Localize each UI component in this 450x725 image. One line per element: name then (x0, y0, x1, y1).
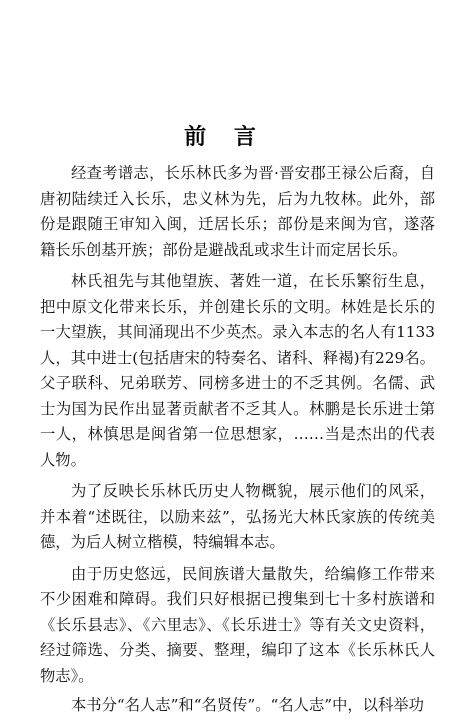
paragraph-structure: 本书分“名人志”和“名贤传”。“名人志”中，以科举功 (71, 696, 424, 714)
paragraph-notables: 林氏祖先与其他望族、著姓一道，在长乐繁衍生息，把中原文化带来长乐，并创建长乐的文明。林姓是长乐的一大望族，其间涌现出不少英杰。录入本志的名人有1133人，其中进士(包括唐宋的特奏名、诸科、释褐)有229名。父子联科、兄弟联芳、同榜多进士的不乏其例。名儒、武士为国为民作出显著贡献者不乏其人。林鹏是长乐进士第一人，林慎思是闽省第一位思想家，……当是杰出的代表人物。 (40, 272, 435, 469)
paragraph-compilation: 由于历史悠远，民间族谱大量散失，给编修工作带来不少困难和障碍。我们只好根据已搜集到七十多村族谱和《长乐县志》、《六里志》、《长乐进士》等有关文史资料，经过筛选、分类、摘要、整理，编印了这本《长乐林氏人物志》。 (40, 564, 435, 685)
body-text (40, 161, 435, 725)
paragraph-purpose: 为了反映长乐林氏历史人物概貌，展示他们的风采，并本着“述既往，以励来兹”，弘扬光大林氏家族的传统美德，为后人树立楷模，特编辑本志。 (40, 482, 435, 551)
page-title: 前 言 (184, 124, 266, 150)
paragraph-origins: 经查考谱志，长乐林氏多为晋·晋安郡王禄公后裔，自唐初陆续迁入长乐，忠义林为先，后为九牧林。此外，部份是跟随王审知入闽，迁居长乐；部份是来闽为官，遂落籍长乐创基开族；部份是避战乱或求生计而定居长乐。 (40, 164, 435, 259)
